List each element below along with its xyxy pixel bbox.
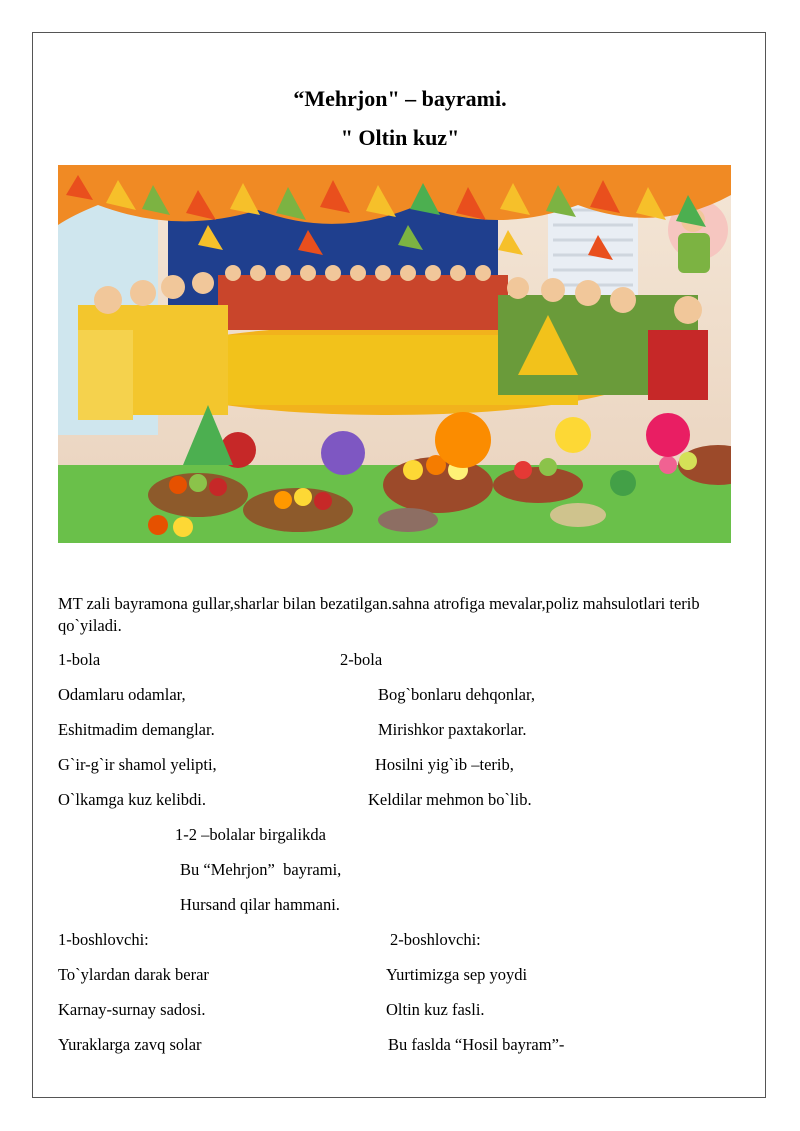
verse-line: Keldilar mehmon bo`lib. xyxy=(368,790,532,809)
speaker-together: 1-2 –bolalar birgalikda xyxy=(175,825,326,844)
verse-line: Yurtimizga sep yoydi xyxy=(386,965,528,984)
verse-line: Yuraklarga zavq solar xyxy=(58,1035,202,1054)
autumn-festival-photo xyxy=(58,165,731,543)
verse-line: Bog`bonlaru dehqonlar, xyxy=(378,685,535,704)
speaker-2-bola: 2-bola xyxy=(340,650,383,669)
photo-illustration xyxy=(58,165,731,543)
verse-line: O`lkamga kuz kelibdi. xyxy=(58,790,207,809)
children-row xyxy=(218,265,508,330)
verse-line: Karnay-surnay sadosi. xyxy=(58,1000,206,1019)
children-right-side xyxy=(498,277,708,400)
speaker-host-1: 1-boshlovchi: xyxy=(58,930,149,949)
verse-line: G`ir-g`ir shamol yelipti, xyxy=(58,755,217,774)
verse-line: Bu faslda “Hosil bayram”- xyxy=(388,1035,565,1054)
verse-line: Eshitmadim demanglar. xyxy=(58,720,215,739)
intro-paragraph: MT zali bayramona gullar,sharlar bilan bezatilgan.sahna atrofiga mevalar,poliz mahsulotlari terib qo`yiladi. xyxy=(58,594,700,635)
verse-line: Bu “Mehrjon” bayrami, xyxy=(180,860,342,879)
verse-line: Mirishkor paxtakorlar. xyxy=(378,720,527,739)
verse-line: Odamlaru odamlar, xyxy=(58,685,186,704)
verse-line: Oltin kuz fasli. xyxy=(386,1000,485,1019)
page-title: “Mehrjon" – bayrami. xyxy=(293,86,507,111)
speaker-host-2: 2-boshlovchi: xyxy=(390,930,481,949)
verse-line: To`ylardan darak berar xyxy=(58,965,209,984)
speaker-1-bola: 1-bola xyxy=(58,650,101,669)
verse-line: Hursand qilar hammani. xyxy=(180,895,340,914)
verse-line: Hosilni yig`ib –terib, xyxy=(375,755,514,774)
page-subtitle: " Oltin kuz" xyxy=(340,125,460,150)
